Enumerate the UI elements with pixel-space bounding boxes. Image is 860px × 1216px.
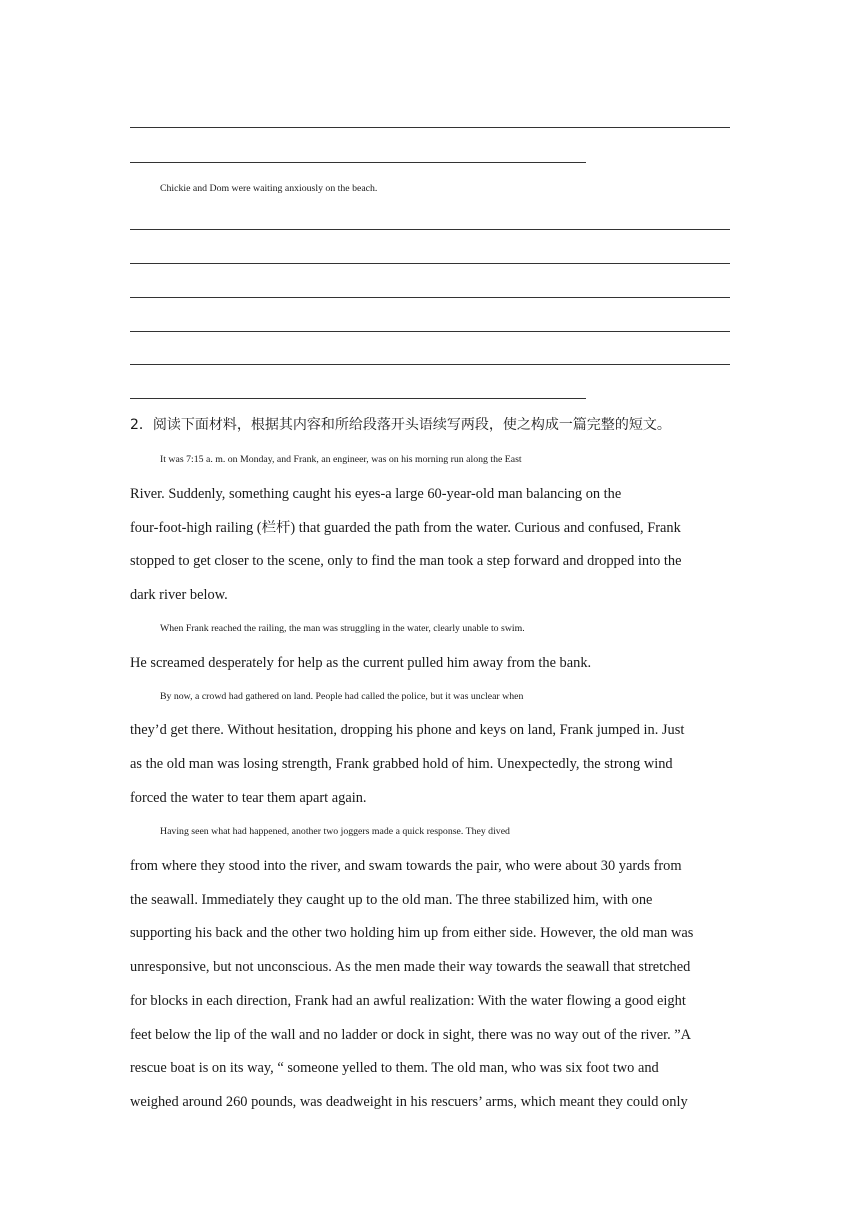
passage-line: from where they stood into the river, and swam towards the pair, who were about 30 yards from <box>130 858 682 874</box>
passage-line: feet below the lip of the wall and no ladder or dock in sight, there was no way out of the river. ”A <box>130 1027 692 1043</box>
passage-line: dark river below. <box>130 587 228 603</box>
passage-line: stopped to get closer to the scene, only to find the man took a step forward and dropped into the <box>130 553 682 569</box>
answer-line <box>130 398 586 399</box>
passage-line: He screamed desperately for help as the current pulled him away from the bank. <box>130 655 592 671</box>
passage-line: as the old man was losing strength, Frank grabbed hold of him. Unexpectedly, the strong wind <box>130 756 673 772</box>
passage-line: Having seen what had happened, another two joggers made a quick response. They dived <box>160 826 510 837</box>
passage-line: By now, a crowd had gathered on land. People had called the police, but it was unclear when <box>160 691 524 702</box>
passage-line: they’d get there. Without hesitation, dropping his phone and keys on land, Frank jumped in. Just <box>130 722 685 738</box>
passage-line: for blocks in each direction, Frank had an awful realization: With the water flowing a good eight <box>130 993 686 1009</box>
answer-line <box>130 364 730 365</box>
answer-line <box>130 229 730 230</box>
paragraph-start: Chickie and Dom were waiting anxiously on the beach. <box>160 183 378 194</box>
passage-line: weighed around 260 pounds, was deadweight in his rescuers’ arms, which meant they could only <box>130 1094 688 1110</box>
passage-line: supporting his back and the other two holding him up from either side. However, the old man was <box>130 925 694 941</box>
answer-line <box>130 331 730 332</box>
answer-line <box>130 162 586 163</box>
answer-line <box>130 263 730 264</box>
passage-line: When Frank reached the railing, the man was struggling in the water, clearly unable to swim. <box>160 623 525 634</box>
passage-line: four-foot-high railing (栏杆) that guarded the path from the water. Curious and confused, Frank <box>130 520 681 536</box>
passage-line: the seawall. Immediately they caught up to the old man. The three stabilized him, with one <box>130 892 653 908</box>
passage-line: unresponsive, but not unconscious. As the men made their way towards the seawall that stretched <box>130 959 691 975</box>
answer-line <box>130 297 730 298</box>
passage-line: forced the water to tear them apart again. <box>130 790 367 806</box>
passage-line: rescue boat is on its way, “ someone yelled to them. The old man, who was six foot two and <box>130 1060 659 1076</box>
question-2-heading: 2．阅读下面材料，根据其内容和所给段落开头语续写两段，使之构成一篇完整的短文。 <box>130 417 671 433</box>
passage-line: River. Suddenly, something caught his eyes-a large 60-year-old man balancing on the <box>130 486 622 502</box>
passage-line: It was 7:15 a. m. on Monday, and Frank, an engineer, was on his morning run along the East <box>160 454 522 465</box>
answer-line <box>130 127 730 128</box>
